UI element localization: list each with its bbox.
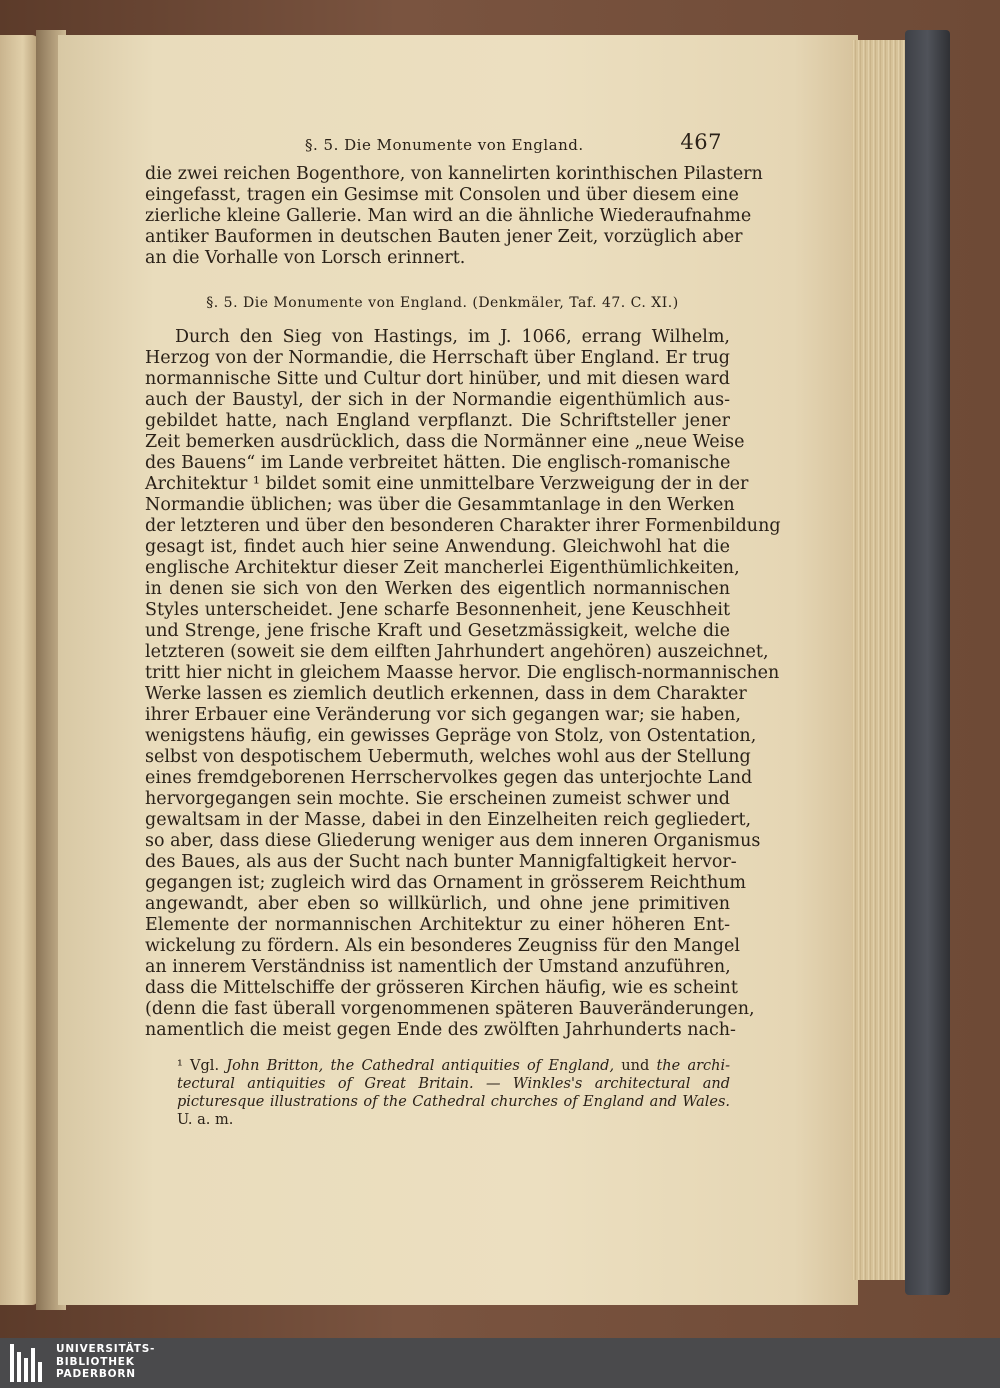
text-line: ihrer Erbauer eine Veränderung vor sich gegangen war; sie haben, [145,705,741,725]
book-cover-board [905,30,950,1295]
text-line: und Strenge, jene frische Kraft und Gesetzmässigkeit, welche die [145,621,730,641]
footnote-marker: ¹ [177,1058,183,1074]
running-head [145,130,730,164]
footnote-title: the Cathedral antiquities of England, [330,1058,615,1074]
text-line: eines fremdgeborenen Herrschervolkes gegen das unterjochte Land [145,768,753,788]
text-line: (denn die fast überall vorgenommenen späteren Bauveränderungen, [145,999,755,1019]
footnote-line [177,1093,730,1111]
library-logo-text [56,1343,155,1381]
running-head-title: §. 5. Die Monumente von England. [305,136,584,154]
logo-line: BIBLIOTHEK [56,1355,135,1368]
text-line: Zeit bemerken ausdrücklich, dass die Normänner eine „neue Weise [145,432,745,452]
footnote-text: tectural antiquities of Great Britain. — Winkles's architectural and [177,1076,730,1092]
facing-page-edge [0,35,38,1305]
text-line: die zwei reichen Bogenthore, von kannelirten korinthischen Pilastern [145,164,763,184]
text-line: der letzteren und über den besonderen Charakter ihrer Formenbildung [145,516,781,536]
footnote-text: picturesque illustrations of the Cathedral churches of England and Wales. [177,1094,730,1110]
text-line: antiker Bauformen in deutschen Bauten jener Zeit, vorzüglich aber [145,227,743,247]
footnote-line: U. a. m. [177,1112,234,1128]
text-line: an die Vorhalle von Lorsch erinnert. [145,248,466,268]
footnote-line [177,1057,730,1075]
text-line: gesagt ist, findet auch hier seine Anwendung. Gleichwohl hat die [145,537,730,557]
text-line: Normandie üblichen; was über die Gesammtanlage in den Werken [145,495,735,515]
text-line: des Bauens“ im Lande verbreitet hätten. Die englisch-romanische [145,453,731,473]
footnote [145,1057,730,1129]
text-line: gewaltsam in der Masse, dabei in den Einzelheiten reich gegliedert, [145,810,752,830]
page-edges [852,40,910,1280]
text-line: so aber, dass diese Gliederung weniger aus dem inneren Organismus [145,831,761,851]
page-content [145,130,781,1129]
text-line: Architektur ¹ bildet somit eine unmittelbare Verzweigung der in der [145,474,749,494]
library-footer [0,1338,1000,1388]
footnote-line [177,1075,730,1093]
text-line: namentlich die meist gegen Ende des zwölften Jahrhunderts nach- [145,1020,736,1040]
text-line: Elemente der normannischen Architektur zu einer höheren Ent- [145,915,730,935]
text-line: auch der Baustyl, der sich in der Normandie eigenthümlich aus- [145,390,730,410]
text-line: eingefasst, tragen ein Gesimse mit Consolen und über diesem eine [145,185,739,205]
text-line: wenigstens häufig, ein gewisses Gepräge von Stolz, von Ostentation, [145,726,757,746]
text-line: gegangen ist; zugleich wird das Ornament in grösserem Reichthum [145,873,747,893]
text-line: des Baues, als aus der Sucht nach bunter Mannigfaltigkeit hervor- [145,852,737,872]
text-line: Durch den Sieg von Hastings, im J. 1066, errang Wilhelm, [175,327,730,347]
text-line: Herzog von der Normandie, die Herrschaft über England. Er trug [145,348,730,368]
intro-paragraph [145,164,763,269]
text-line: wickelung zu fördern. Als ein besonderes Zeugniss für den Mangel [145,936,740,956]
text-line: selbst von despotischem Uebermuth, welches wohl aus der Stellung [145,747,751,767]
footnote-author: John Britton, [226,1058,324,1074]
section-heading: §. 5. Die Monumente von England. (Denkmäler, Taf. 47. C. XI.) [206,295,679,311]
text-line: in denen sie sich von den Werken des eigentlich normannischen [145,579,730,599]
footnote-lead: Vgl. [190,1058,220,1074]
logo-line: UNIVERSITÄTS- [56,1343,156,1355]
page-number: 467 [680,130,722,154]
text-line: zierliche kleine Gallerie. Man wird an die ähnliche Wiederaufnahme [145,206,752,226]
text-line: Styles unterscheidet. Jene scharfe Besonnenheit, jene Keuschheit [145,600,730,620]
text-line: englische Architektur dieser Zeit mancherlei Eigenthümlichkeiten, [145,558,740,578]
text-line: dass die Mittelschiffe der grösseren Kirchen häufig, wie es scheint [145,978,738,998]
footnote-and: und [621,1058,650,1074]
text-line: an innerem Verständniss ist namentlich der Umstand anzuführen, [145,957,731,977]
text-line: gebildet hatte, nach England verpflanzt. Die Schriftsteller jener [145,411,730,431]
logo-line: PADERBORN [56,1368,136,1380]
text-line: hervorgegangen sein mochte. Sie erscheinen zumeist schwer und [145,789,730,809]
library-logo-icon [10,1344,50,1382]
text-line: tritt hier nicht in gleichem Maasse hervor. Die englisch-normannischen [145,663,780,683]
text-line: Werke lassen es ziemlich deutlich erkennen, dass in dem Charakter [145,684,747,704]
text-line: normannische Sitte und Cultur dort hinüber, und mit diesen ward [145,369,730,389]
footnote-title2: the archi- [656,1058,731,1074]
main-paragraph [145,327,781,1041]
text-line: angewandt, aber eben so willkürlich, und ohne jene primitiven [145,894,730,914]
text-line: letzteren (soweit sie dem eilften Jahrhundert angehören) auszeichnet, [145,642,769,662]
